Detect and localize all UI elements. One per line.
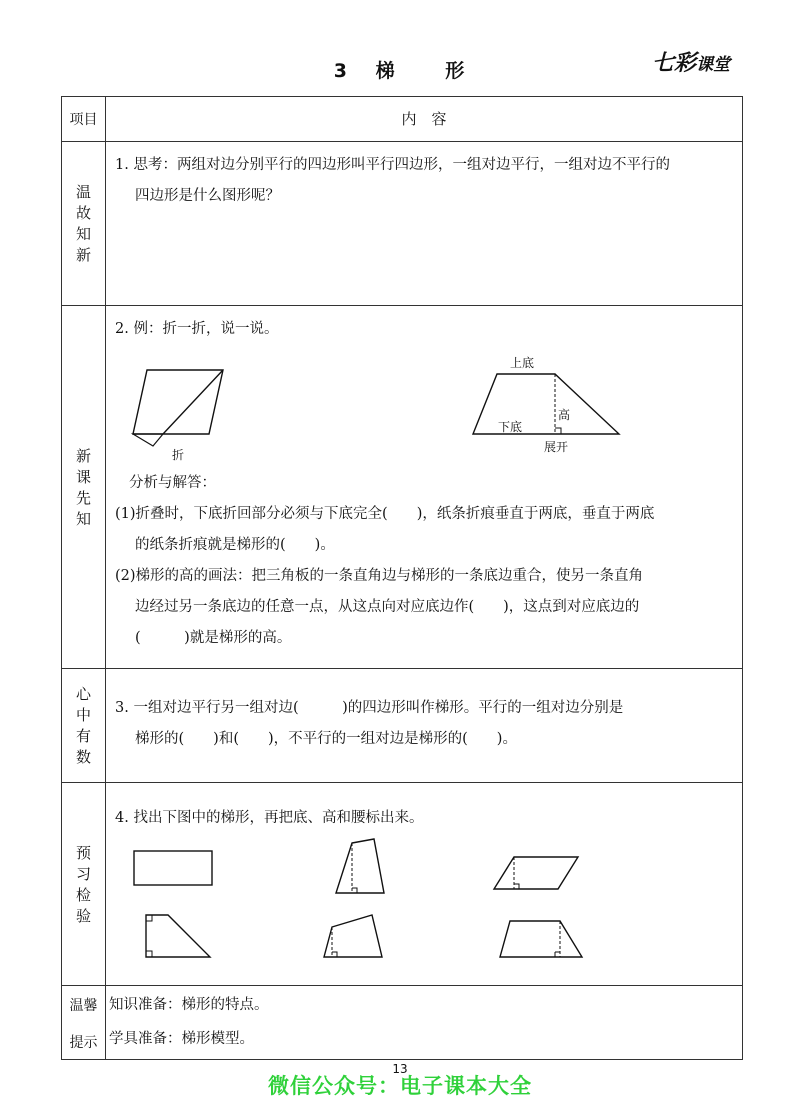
title-char-2: 形: [445, 60, 467, 82]
review-label-cell: [62, 142, 106, 306]
key-points-line-1: 3. 一组对边平行另一组对边( )的四边形叫作梯形。平行的一组对边分别是: [115, 700, 624, 716]
trapezoid-shape-1: [332, 837, 392, 897]
new-lesson-content: [115, 314, 734, 345]
item-header: 项目: [69, 112, 98, 128]
review-content: [115, 150, 734, 212]
watermark-text: 微信公众号：电子课本大全: [268, 1074, 532, 1098]
tips-line-2: 学具准备：梯形模型。: [109, 1031, 254, 1047]
section-number: 3: [333, 60, 349, 82]
review-line-1: 1. 思考：两组对边分别平行的四边形叫平行四边形，一组对边平行，一组对边不平行的: [115, 157, 670, 173]
bottom-base-label: 下底: [498, 420, 523, 434]
new-lesson-label-cell: [62, 306, 106, 669]
publisher-logo: [652, 46, 744, 76]
preview-row: [62, 782, 742, 986]
height-label: 高: [558, 408, 571, 422]
tips-line-1: 知识准备：梯形的特点。: [109, 997, 269, 1013]
q2-line-2: 边经过另一条底边的任意一点，从这点向对应底边作( )，这点到对应底边的: [135, 599, 640, 615]
table-header-row: [62, 97, 742, 141]
preview-task: 4. 找出下图中的梯形，再把底、高和腰标出来。: [115, 810, 424, 826]
key-points-row: [62, 668, 742, 783]
logo-small-text: 课堂: [696, 55, 731, 75]
content-header: 内 容: [401, 110, 447, 128]
folded-paper-figure: [127, 360, 237, 460]
top-base-label: 上底: [510, 356, 535, 370]
new-lesson-row: [62, 305, 742, 669]
key-points-content: [115, 693, 734, 755]
new-lesson-label: 新课先知: [75, 446, 91, 528]
unfolded-trapezoid-figure: [467, 366, 627, 446]
tips-label-2: 提示: [69, 1034, 98, 1051]
analysis-heading: 分析与解答：: [129, 475, 216, 491]
item-header-cell: [62, 97, 106, 141]
q2-line-3: ( )就是梯形的高。: [135, 630, 292, 646]
title-char-1: 梯: [375, 60, 397, 82]
preview-content: [115, 803, 734, 834]
tips-label-cell: [62, 986, 106, 1060]
quadrilateral-shape: [320, 913, 386, 961]
q1-line-1: (1)折叠时，下底折回部分必须与下底完全( )，纸条折痕垂直于两底，垂直于两底: [115, 506, 655, 522]
unfold-label: 展开: [544, 440, 569, 454]
preview-label-cell: [62, 783, 106, 986]
review-row: [62, 141, 742, 306]
logo-big-text: 七彩: [652, 51, 697, 76]
example-line: 2. 例：折一折，说一说。: [115, 321, 279, 337]
key-points-line-2: 梯形的( )和( )，不平行的一组对边是梯形的( )。: [135, 731, 517, 747]
analysis-content: [115, 468, 734, 654]
q1-line-2: 的纸条折痕就是梯形的( )。: [135, 537, 335, 553]
key-points-label: 心中有数: [75, 685, 91, 766]
review-label: 温故知新: [75, 183, 91, 264]
right-trapezoid-shape: [142, 911, 214, 961]
review-line-2: 四边形是什么图形呢？: [135, 188, 280, 204]
rectangle-shape: [132, 849, 216, 889]
tips-content: [109, 988, 734, 1056]
page-number: 13: [392, 1062, 408, 1076]
trapezoid-shape-2: [498, 917, 588, 961]
key-points-label-cell: [62, 669, 106, 783]
tips-label-1: 温馨: [69, 997, 98, 1014]
tips-row: [62, 985, 742, 1060]
worksheet-table: [61, 96, 743, 1060]
parallelogram-shape: [492, 853, 582, 893]
preview-label: 预习检验: [75, 843, 91, 925]
q2-line-1: (2)梯形的高的画法：把三角板的一条直角边与梯形的一条底边重合，使另一条直角: [115, 568, 644, 584]
fold-label: 折: [172, 448, 185, 462]
